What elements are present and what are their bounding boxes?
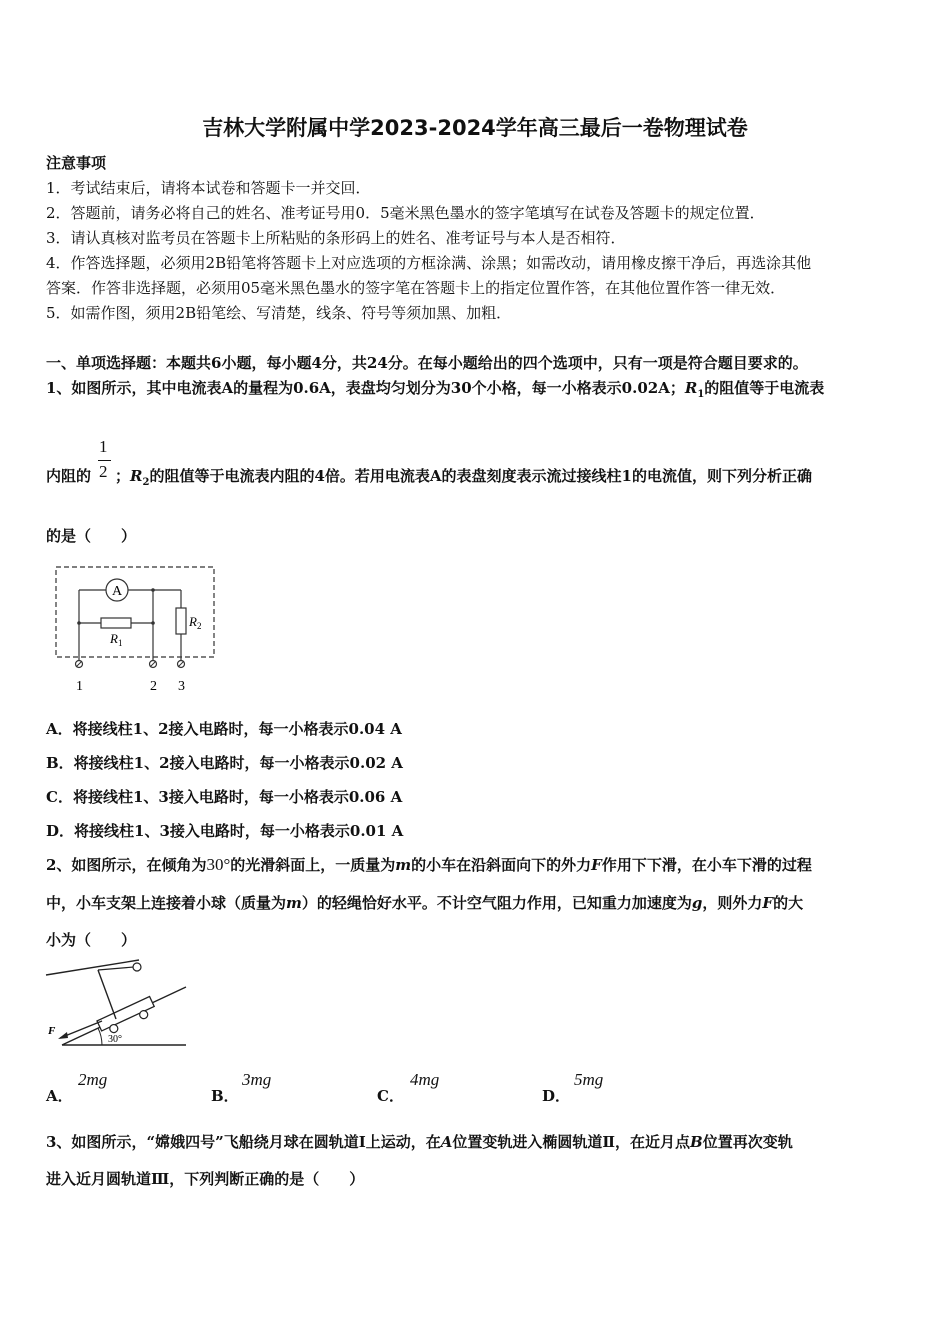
q3-line1 (46, 1131, 793, 1152)
notice-item: 2．答题前，请务必将自己的姓名、准考证号用0．5毫米黑色墨水的签字笔填写在试卷及答题卡的规定位置． (46, 204, 765, 222)
arrow-head-icon (58, 1032, 68, 1039)
option-b: B．将接线柱1、2接入电路时，每一小格表示0.02 A (46, 754, 403, 772)
option-d: D．将接线柱1、3接入电路时，每一小格表示0.01 A (46, 822, 404, 840)
r2-symbol: R (130, 467, 143, 485)
q3-text: 位置变轨进入椭圆轨道Ⅱ，在近月点 (452, 1133, 691, 1151)
notice-item: 4．作答选择题，必须用2B铅笔将答题卡上对应选项的方框涂满、涂黑；如需改动，请用橡皮擦干净后，再选涂其他 (46, 254, 812, 272)
q2-option-a-value: 2mg (78, 1070, 108, 1089)
q2-text: 的光滑斜面上，一质量为 (230, 856, 396, 874)
q1-line2 (115, 465, 812, 488)
page-title: 吉林大学附属中学2023-2024学年高三最后一卷物理试卷 (202, 116, 748, 140)
r1-symbol: R (684, 379, 698, 397)
point-a: A (440, 1133, 453, 1151)
circuit-diagram (46, 560, 226, 695)
mass-symbol: m (286, 894, 302, 912)
q2-text: 作用下下滑，在小车下滑的过程 (601, 856, 812, 874)
terminal-label-1: 1 (76, 679, 83, 694)
mass-symbol: m (395, 856, 412, 874)
q2-option-b-value: 3mg (242, 1070, 272, 1089)
ball-icon (133, 963, 141, 971)
notice-item: 1．考试结束后，请将本试卷和答题卡一并交回． (46, 179, 371, 197)
notice-item: 答案．作答非选择题，必须用05毫米黑色墨水的签字笔在答题卡上的指定位置作答，在其他位置作答一律无效． (46, 279, 786, 297)
q1-text: 1、如图所示，其中电流表A的量程为0.6A，表盘均匀划分为30个小格，每一小格表示0.02A； (46, 379, 685, 397)
junction-dot (151, 588, 155, 592)
q2-option-a-letter: A． (46, 1087, 73, 1105)
junction-dot (77, 621, 81, 625)
junction-dot (151, 621, 155, 625)
angle-value: 30° (206, 855, 231, 874)
fraction-numerator: 1 (99, 437, 108, 456)
q1-line3: 的是（ ） (46, 527, 137, 545)
point-b: B (690, 1133, 703, 1151)
q1-text-end: 的阻值等于电流表 (704, 379, 825, 397)
q2-text: 2、如图所示，在倾角为 (46, 856, 207, 874)
notice-item: 5．如需作图，须用2B铅笔绘、写清楚，线条、符号等须加黑、加粗． (46, 304, 512, 322)
angle-label: 30° (108, 1034, 122, 1045)
force-symbol: F (591, 856, 602, 874)
q2-option-d-letter: D． (542, 1087, 571, 1105)
q2-text: 中，小车支架上连接着小球（质量为 (46, 894, 287, 912)
fraction-bar (98, 460, 111, 461)
r2-label: $R_2$ (189, 614, 202, 631)
resistor-r2-icon (176, 608, 186, 634)
q2-text: ）的轻绳恰好水平。不计空气阻力作用，已知重力加速度为 (301, 894, 692, 912)
section-heading: 一、单项选择题：本题共6小题，每小题4分，共24分。在每小题给出的四个选项中，只有一项是符合题目要求的。 (46, 354, 808, 372)
force-label: F (48, 1025, 56, 1037)
option-a: A．将接线柱1、2接入电路时，每一小格表示0.04 A (46, 720, 402, 738)
incline-diagram (44, 955, 189, 1053)
force-symbol: F (762, 894, 774, 912)
semicolon: ； (115, 467, 131, 485)
r2-subscript: 2 (142, 477, 150, 488)
q1-line2-start: 内阻的 (46, 467, 92, 485)
r1-label: $R_1$ (110, 631, 123, 648)
q1-line2-text: 的阻值等于电流表内阻的4倍。若用电流表A的表盘刻度表示流过接线柱1的电流值，则下列分析正确 (149, 467, 812, 485)
resistor-r1-icon (101, 618, 131, 628)
fraction-denominator: 2 (99, 462, 108, 481)
q2-line3: 小为（ ） (46, 931, 137, 949)
q1-line1 (46, 377, 824, 400)
notice-heading: 注意事项 (46, 154, 107, 172)
q2-option-b-letter: B． (211, 1087, 239, 1105)
q3-text: 位置再次变轨 (702, 1133, 793, 1151)
q2-option-d-value: 5mg (574, 1070, 604, 1089)
cart-group (97, 996, 157, 1037)
q2-text: ，则外力 (702, 894, 763, 912)
terminal-label-3: 3 (178, 679, 185, 694)
notice-item: 3．请认真核对监考员在答题卡上所粘贴的条形码上的姓名、准考证号与本人是否相符． (46, 229, 626, 247)
q2-line1 (46, 854, 812, 875)
ammeter-label: A (111, 584, 123, 599)
q2-option-c-value: 4mg (410, 1070, 440, 1089)
r1-subscript: 1 (697, 389, 705, 400)
q2-option-c-letter: C． (377, 1087, 404, 1105)
dashed-enclosure (56, 567, 214, 657)
support-rod (98, 970, 116, 1019)
terminal-label-2: 2 (150, 679, 157, 694)
gravity-symbol: g (691, 894, 703, 912)
q3-line2: 进入近月圆轨道Ⅲ，下列判断正确的是（ ） (46, 1170, 365, 1188)
q3-text: 3、如图所示，“嫦娥四号”飞船绕月球在圆轨道Ⅰ上运动，在 (46, 1133, 441, 1151)
option-c: C．将接线柱1、3接入电路时，每一小格表示0.06 A (46, 788, 403, 806)
q2-text: 的大 (773, 894, 804, 912)
horizontal-rope (98, 967, 134, 970)
q2-line2 (46, 892, 803, 913)
q2-text: 的小车在沿斜面向下的外力 (411, 856, 592, 874)
